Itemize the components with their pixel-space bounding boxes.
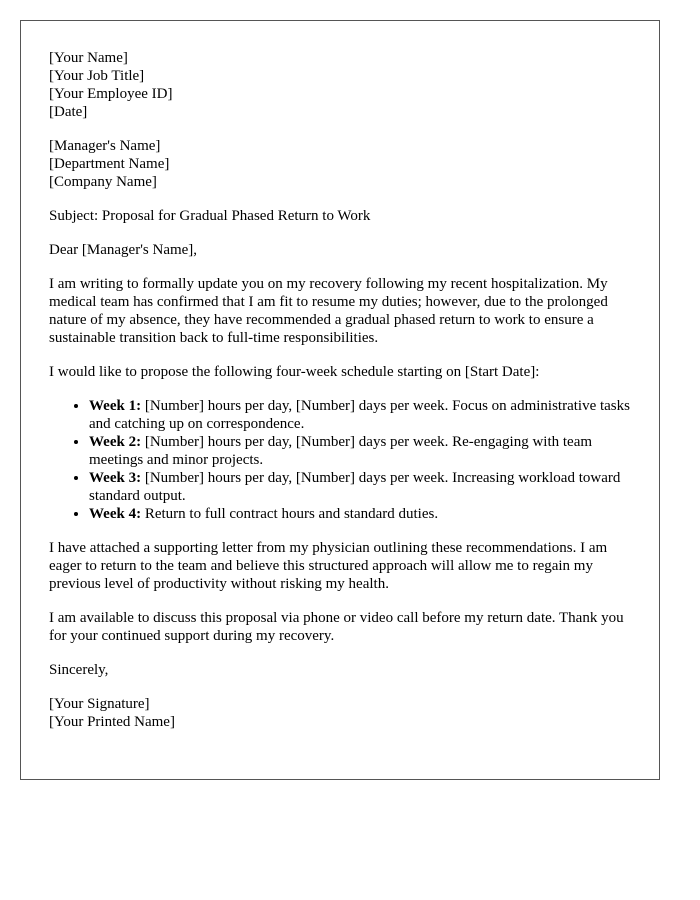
week-label: Week 3: — [89, 470, 142, 486]
week-label: Week 1: — [89, 398, 142, 414]
recipient-company: [Company Name] — [49, 174, 157, 190]
closing-paragraph: I am available to discuss this proposal via phone or video call before my return date. Thank you for your continued support during my recovery. — [49, 610, 624, 644]
attachment-paragraph: I have attached a supporting letter from my physician outlining these recommendations. I am eager to return to the team and believe this structured approach will allow me to regain my previous level of productivity without risking my health. — [49, 540, 608, 592]
signature-line: [Your Signature] — [49, 696, 150, 712]
printed-name: [Your Printed Name] — [49, 714, 175, 730]
week-description: [Number] hours per day, [Number] days per week. Focus on administrative tasks and catching up on correspondence. — [89, 398, 630, 432]
recipient-name: [Manager's Name] — [49, 138, 161, 154]
week-description: [Number] hours per day, [Number] days per week. Re-engaging with team meetings and minor projects. — [89, 434, 593, 468]
intro-paragraph: I am writing to formally update you on my recovery following my recent hospitalization. My medical team has confirmed that I am fit to resume my duties; however, due to the prolonged nature of my absence, they have recommended a gradual phased return to work to ensure a sustainable transition back to full-time responsibilities. — [49, 276, 608, 346]
subject-line: Subject: Proposal for Gradual Phased Return to Work — [49, 208, 371, 224]
signature-block — [49, 695, 639, 731]
week-description: [Number] hours per day, [Number] days per week. Increasing workload toward standard output. — [89, 470, 621, 504]
schedule-list — [49, 397, 639, 523]
week-label: Week 2: — [89, 434, 142, 450]
schedule-item-week-4 — [89, 505, 639, 523]
recipient-block — [49, 137, 639, 191]
sender-employee-id: [Your Employee ID] — [49, 86, 173, 102]
sender-block — [49, 49, 639, 121]
signoff: Sincerely, — [49, 662, 109, 678]
letter-page — [20, 20, 660, 780]
schedule-item-week-2 — [89, 433, 639, 469]
schedule-item-week-1 — [89, 397, 639, 433]
week-label: Week 4: — [89, 506, 142, 522]
letter-date: [Date] — [49, 104, 88, 120]
sender-name: [Your Name] — [49, 50, 128, 66]
recipient-department: [Department Name] — [49, 156, 170, 172]
schedule-intro-paragraph: I would like to propose the following four-week schedule starting on [Start Date]: — [49, 364, 540, 380]
salutation: Dear [Manager's Name], — [49, 242, 198, 258]
schedule-item-week-3 — [89, 469, 639, 505]
letter-content — [49, 49, 639, 747]
sender-job-title: [Your Job Title] — [49, 68, 145, 84]
week-description: Return to full contract hours and standard duties. — [141, 506, 439, 522]
